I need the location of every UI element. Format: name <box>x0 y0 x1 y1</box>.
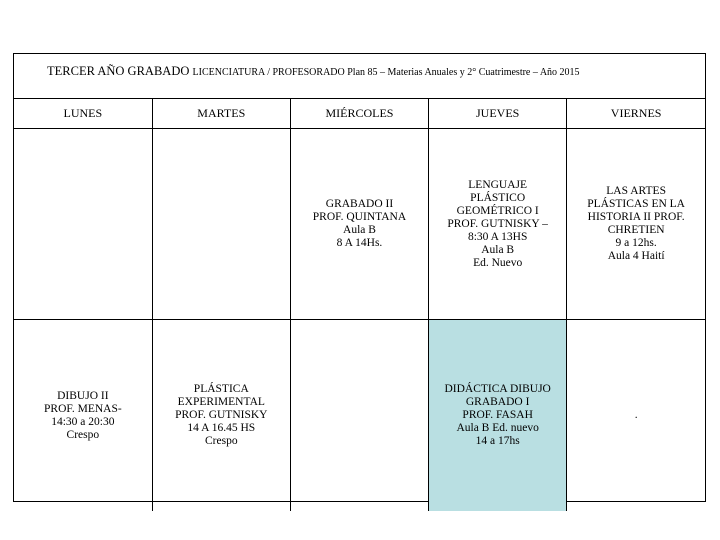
schedule-table <box>14 98 705 511</box>
cell-line: LAS ARTES <box>606 185 666 197</box>
cell-line: PLÁSTICO <box>470 191 526 204</box>
cell-line: . <box>634 409 638 421</box>
cell-line: 14 A 16.45 HS <box>187 422 256 434</box>
cell-line: DIDÁCTICA DIBUJO <box>444 383 551 395</box>
cell-martes-afternoon <box>152 320 290 512</box>
cell-lunes-afternoon <box>14 320 152 512</box>
cell-line: 14:30 a 20:30 <box>51 415 115 428</box>
cell-line: Aula B <box>481 243 515 256</box>
afternoon-row <box>14 320 705 512</box>
cell-line: GRABADO II <box>325 198 394 210</box>
cell-line: Ed. Nuevo <box>473 256 523 269</box>
cell-line: PROF. GUTNISKY <box>175 409 268 421</box>
cell-line: 9 a 12hs. <box>615 237 657 249</box>
title-row <box>14 54 705 99</box>
cell-line: 8 A 14Hs. <box>336 237 383 249</box>
cell-line: Aula 4 Haití <box>607 250 665 262</box>
cell-line: DIBUJO II <box>57 389 109 402</box>
cell-line: PROF. GUTNISKY – <box>447 217 548 230</box>
page-title <box>47 64 580 79</box>
cell-miercoles-afternoon <box>290 320 428 512</box>
cell-line: Crespo <box>204 435 238 447</box>
cell-line: Aula B <box>343 224 376 236</box>
cell-line: EXPERIMENTAL <box>177 396 265 408</box>
day-header-miercoles: MIÉRCOLES <box>290 98 428 129</box>
cell-line: PLÁSTICAS EN LA <box>587 198 685 210</box>
cell-line: GRABADO I <box>465 396 530 408</box>
cell-line: Crespo <box>66 428 100 441</box>
schedule-sheet <box>13 53 706 502</box>
cell-line: GEOMÉTRICO I <box>456 204 539 217</box>
cell-line: Aula B Ed. nuevo <box>456 422 539 434</box>
cell-jueves-morning <box>429 129 567 320</box>
title-tail: LICENCIATURA / PROFESORADO Plan 85 – Materias Anuales y 2° Cuatrimestre – Año 2015 <box>192 67 580 78</box>
cell-viernes-afternoon <box>567 320 705 512</box>
title-main: TERCER AÑO GRABADO <box>47 64 193 78</box>
day-header-viernes: VIERNES <box>567 98 705 129</box>
header-row <box>14 98 705 129</box>
cell-viernes-morning <box>567 129 705 320</box>
cell-line: CHRETIEN <box>607 224 665 236</box>
cell-lunes-morning <box>14 129 152 320</box>
cell-line: 14 a 17hs <box>475 435 520 447</box>
day-header-jueves: JUEVES <box>429 98 567 129</box>
cell-line: 8:30 A 13HS <box>467 230 528 243</box>
cell-jueves-afternoon <box>429 320 567 512</box>
day-header-martes: MARTES <box>152 98 290 129</box>
cell-miercoles-morning <box>290 129 428 320</box>
morning-row <box>14 129 705 320</box>
cell-line: LENGUAJE <box>468 178 528 191</box>
cell-martes-morning <box>152 129 290 320</box>
cell-line: HISTORIA II PROF. <box>587 211 685 223</box>
cell-line: PROF. QUINTANA <box>312 211 407 223</box>
cell-line: PLÁSTICA <box>193 383 249 395</box>
cell-line: PROF. MENAS- <box>44 402 122 415</box>
cell-line: PROF. FASAH <box>462 409 533 421</box>
day-header-lunes: LUNES <box>14 98 152 129</box>
